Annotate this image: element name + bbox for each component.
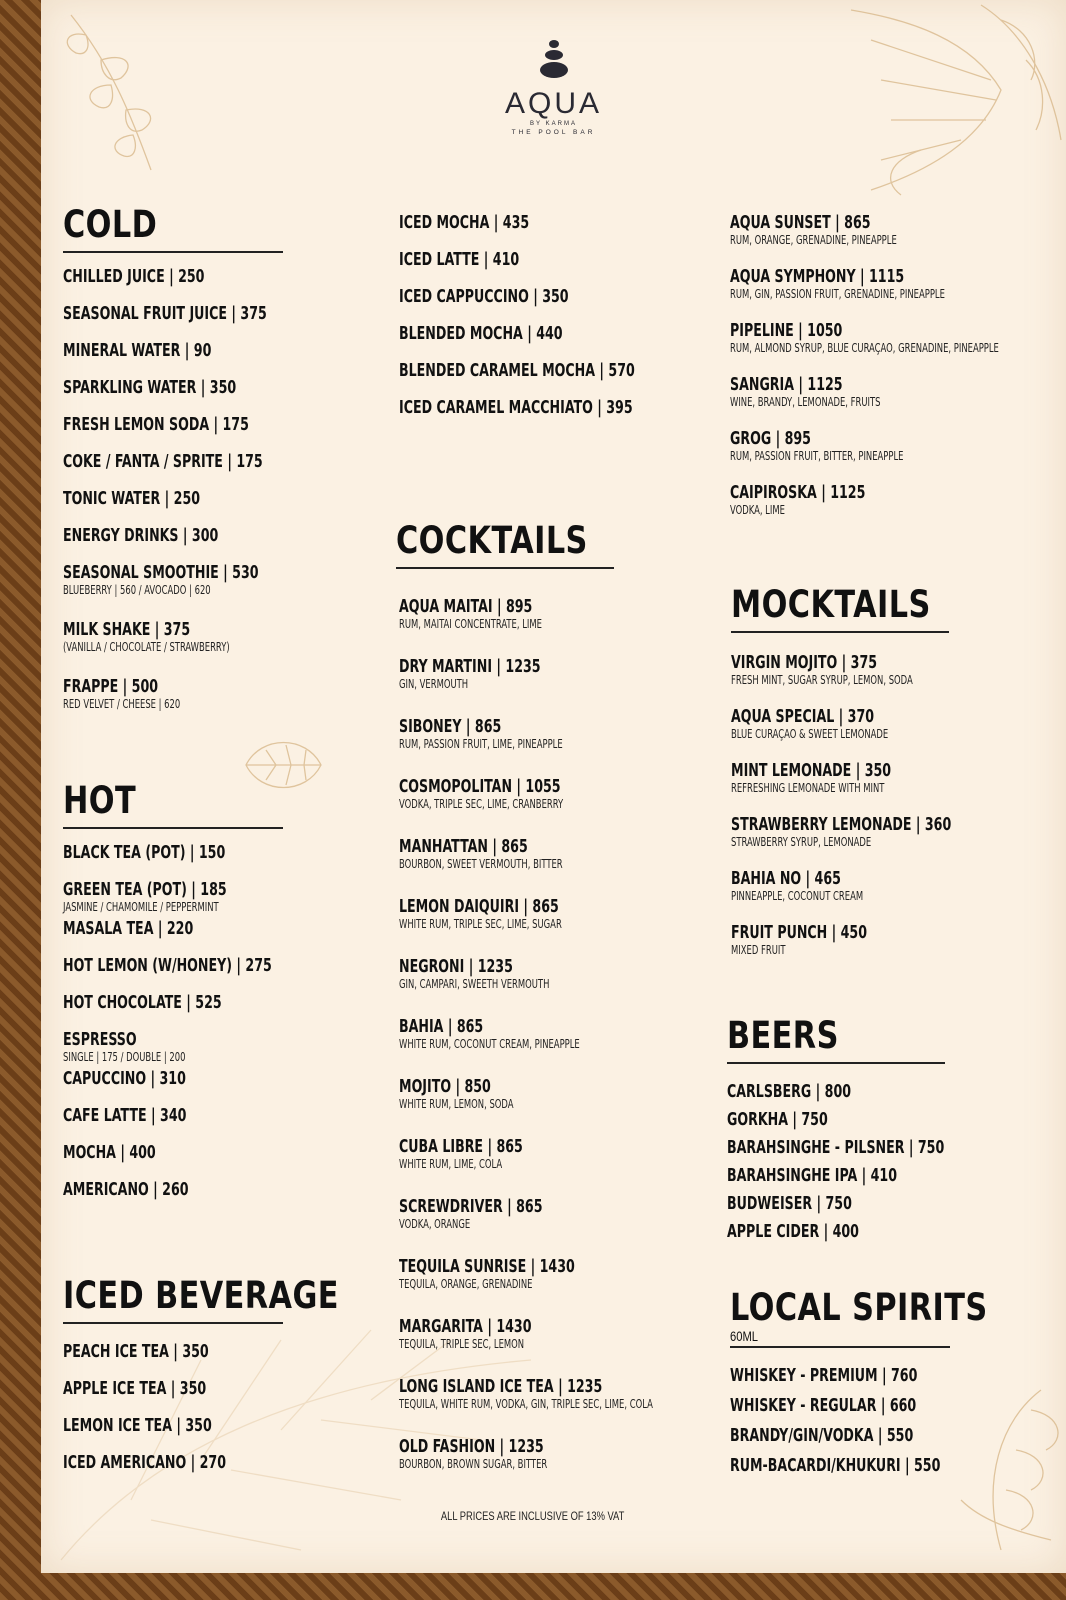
menu-item <box>730 375 1030 409</box>
menu-item-name: AQUA MAITAI | 895 <box>399 595 533 617</box>
menu-item-name: APPLE ICE TEA | 350 <box>63 1377 207 1399</box>
menu-item <box>399 1017 614 1051</box>
section-title: COCKTAILS <box>396 519 588 562</box>
menu-item <box>730 483 1030 517</box>
menu-item-description: TEQUILA, ORANGE, GRENADINE <box>399 1276 533 1291</box>
section-rule <box>730 1346 950 1348</box>
menu-item-name: BRANDY/GIN/VODKA | 550 <box>730 1424 914 1446</box>
menu-item-description: MIXED FRUIT <box>731 942 786 957</box>
menu-item <box>399 717 614 751</box>
menu-item-name: MARGARITA | 1430 <box>399 1315 532 1337</box>
menu-item <box>399 398 659 418</box>
menu-item <box>730 213 1030 247</box>
menu-item-description: PINNEAPPLE, COCONUT CREAM <box>731 888 864 903</box>
menu-item <box>727 1138 945 1158</box>
menu-item-description: RUM, PASSION FRUIT, LIME, PINEAPPLE <box>399 736 563 751</box>
menu-item-name: SEASONAL SMOOTHIE | 530 <box>63 561 259 583</box>
menu-item <box>63 620 283 654</box>
menu-item-description: RUM, ORANGE, GRENADINE, PINEAPPLE <box>730 233 897 247</box>
menu-item-description: SINGLE | 175 / DOUBLE | 200 <box>63 1049 186 1064</box>
menu-item <box>63 880 283 914</box>
brand-logo <box>41 38 1066 137</box>
menu-item-name: COSMOPOLITAN | 1055 <box>399 775 561 797</box>
menu-item-name: BAHIA | 865 <box>399 1015 484 1037</box>
brand-name: AQUA <box>504 87 603 120</box>
section-cocktails <box>396 519 653 1471</box>
menu-item-description: VODKA, ORANGE <box>399 1216 471 1231</box>
vat-note: ALL PRICES ARE INCLUSIVE OF 13% VAT <box>441 1509 625 1523</box>
menu-item <box>63 919 283 939</box>
menu-item <box>399 250 659 270</box>
menu-item-name: CHILLED JUICE | 250 <box>63 265 205 287</box>
menu-item-name: MASALA TEA | 220 <box>63 917 194 939</box>
menu-item <box>399 597 614 631</box>
section-rule <box>63 251 283 253</box>
menu-item-name: DRY MARTINI | 1235 <box>399 655 541 677</box>
menu-item-name: VIRGIN MOJITO | 375 <box>731 651 878 673</box>
section-iced-coffee <box>399 213 659 418</box>
menu-item-name: ICED CAPPUCCINO | 350 <box>399 286 569 307</box>
menu-item <box>399 1437 614 1471</box>
menu-item-name: BARAHSINGHE - PILSNER | 750 <box>727 1136 945 1158</box>
menu-paper <box>41 0 1066 1573</box>
menu-item-name: CAPUCCINO | 310 <box>63 1067 186 1089</box>
brand-subtitle: THE POOL BAR <box>511 129 596 136</box>
menu-item-name: MANHATTAN | 865 <box>399 835 528 857</box>
menu-item-name: SEASONAL FRUIT JUICE | 375 <box>63 302 267 324</box>
menu-item <box>63 452 283 472</box>
menu-item <box>63 378 283 398</box>
menu-item <box>399 1257 614 1291</box>
menu-item-name: LONG ISLAND ICE TEA | 1235 <box>399 1375 603 1397</box>
menu-item-name: AQUA SUNSET | 865 <box>730 212 871 233</box>
section-rule <box>731 631 949 633</box>
menu-item-name: LEMON ICE TEA | 350 <box>63 1414 212 1436</box>
menu-item-name: WHISKEY - REGULAR | 660 <box>730 1394 917 1416</box>
menu-item-description: GIN, CAMPARI, SWEETH VERMOUTH <box>399 976 550 991</box>
menu-item <box>63 1106 283 1126</box>
menu-item-name: BLENDED MOCHA | 440 <box>399 323 563 344</box>
menu-item <box>399 1197 614 1231</box>
menu-item <box>399 361 659 381</box>
section-iced-beverage <box>63 1274 339 1473</box>
menu-item <box>63 956 283 976</box>
menu-item-name: MINT LEMONADE | 350 <box>731 759 892 781</box>
menu-item <box>727 1222 945 1242</box>
section-rule <box>63 1322 283 1324</box>
section-rule <box>396 567 614 569</box>
menu-item-name: MINERAL WATER | 90 <box>63 339 212 361</box>
menu-item <box>399 897 614 931</box>
menu-item-name: ICED MOCHA | 435 <box>399 212 530 233</box>
menu-item-name: RUM-BACARDI/KHUKURI | 550 <box>730 1454 941 1476</box>
menu-item-name: FRAPPE | 500 <box>63 675 159 697</box>
menu-item-name: PIPELINE | 1050 <box>730 320 843 341</box>
section-local-spirits <box>730 1286 988 1476</box>
menu-item <box>727 1110 945 1130</box>
menu-item-description: BLUE CURAÇAO & SWEET LEMONADE <box>731 726 889 741</box>
menu-item-name: ICED CARAMEL MACCHIATO | 395 <box>399 397 633 418</box>
menu-item <box>63 267 283 287</box>
menu-item-name: AMERICANO | 260 <box>63 1178 189 1200</box>
menu-item <box>730 429 1030 463</box>
menu-item <box>63 489 283 509</box>
menu-item-description: WINE, BRANDY, LEMONADE, FRUITS <box>730 395 881 409</box>
menu-item-description: BOURBON, SWEET VERMOUTH, BITTER <box>399 856 563 871</box>
menu-item-name: APPLE CIDER | 400 <box>727 1220 859 1242</box>
menu-item <box>730 1456 950 1476</box>
menu-item-name: GORKHA | 750 <box>727 1108 828 1130</box>
menu-item-name: MOJITO | 850 <box>399 1075 491 1097</box>
menu-item <box>399 287 659 307</box>
menu-item-name: FRESH LEMON SODA | 175 <box>63 413 249 435</box>
menu-item <box>63 1342 283 1362</box>
menu-item <box>63 993 283 1013</box>
menu-item <box>63 1069 283 1089</box>
menu-item <box>730 267 1030 301</box>
menu-item-name: BAHIA NO | 465 <box>731 867 841 889</box>
menu-item-description: REFRESHING LEMONADE WITH MINT <box>731 780 885 795</box>
menu-item-description: TEQUILA, WHITE RUM, VODKA, GIN, TRIPLE SEC, LIME, COLA <box>399 1396 653 1411</box>
menu-item-name: BLACK TEA (POT) | 150 <box>63 841 226 863</box>
section-rule <box>727 1062 945 1064</box>
menu-item-name: AQUA SYMPHONY | 1115 <box>730 266 905 287</box>
menu-item <box>399 837 614 871</box>
section-rule <box>63 827 283 829</box>
menu-item <box>399 324 659 344</box>
menu-item <box>730 321 1030 355</box>
menu-item <box>399 1375 653 1411</box>
menu-item <box>63 1180 283 1200</box>
menu-item-name: CAIPIROSKA | 1125 <box>730 482 866 503</box>
menu-item-description: RUM, PASSION FRUIT, BITTER, PINEAPPLE <box>730 449 904 463</box>
menu-item-description: VODKA, LIME <box>730 503 785 517</box>
menu-item-name: ICED AMERICANO | 270 <box>63 1451 227 1473</box>
menu-item-name: TONIC WATER | 250 <box>63 487 201 509</box>
menu-item-name: CAFE LATTE | 340 <box>63 1104 187 1126</box>
menu-item <box>730 1426 950 1446</box>
menu-item <box>63 526 283 546</box>
stacked-stones-icon <box>537 38 571 86</box>
menu-item <box>399 1137 614 1171</box>
menu-item-name: HOT CHOCOLATE | 525 <box>63 991 222 1013</box>
section-signature-cocktails <box>730 213 1030 517</box>
menu-item-name: CARLSBERG | 800 <box>727 1080 852 1102</box>
menu-item-description: WHITE RUM, TRIPLE SEC, LIME, SUGAR <box>399 916 562 931</box>
section-title: HOT <box>63 779 137 822</box>
menu-item-name: ICED LATTE | 410 <box>399 249 520 270</box>
menu-item-name: BARAHSINGHE IPA | 410 <box>727 1164 898 1186</box>
menu-item-description: RUM, GIN, PASSION FRUIT, GRENADINE, PINEAPPLE <box>730 287 945 301</box>
menu-item-name: COKE / FANTA / SPRITE | 175 <box>63 450 263 472</box>
menu-item <box>63 415 283 435</box>
menu-item <box>731 761 949 795</box>
section-hot <box>63 781 283 1200</box>
menu-item-name: GROG | 895 <box>730 428 811 449</box>
menu-item-description: FRESH MINT, SUGAR SYRUP, LEMON, SODA <box>731 672 913 687</box>
section-title: BEERS <box>727 1014 839 1057</box>
menu-item-name: NEGRONI | 1235 <box>399 955 513 977</box>
menu-item <box>399 1077 614 1111</box>
menu-item <box>731 869 949 903</box>
menu-item <box>399 777 614 811</box>
menu-item <box>399 213 659 233</box>
menu-item <box>63 563 283 597</box>
menu-item-name: OLD FASHION | 1235 <box>399 1435 544 1457</box>
menu-item-description: RUM, MAITAI CONCENTRATE, LIME <box>399 616 542 631</box>
menu-item <box>730 1366 950 1386</box>
menu-item-name: MILK SHAKE | 375 <box>63 618 191 640</box>
menu-item <box>63 1143 283 1163</box>
menu-item <box>727 1166 945 1186</box>
menu-item-name: SPARKLING WATER | 350 <box>63 376 237 398</box>
section-title: COLD <box>63 203 158 246</box>
menu-item <box>731 813 952 849</box>
menu-item-name: WHISKEY - PREMIUM | 760 <box>730 1364 918 1386</box>
menu-item <box>727 1082 945 1102</box>
menu-item-name: ENERGY DRINKS | 300 <box>63 524 219 546</box>
section-note: 60ML <box>730 1328 759 1344</box>
brand-by: BY KARMA <box>530 121 577 127</box>
menu-item-name: STRAWBERRY LEMONADE | 360 <box>731 813 952 835</box>
menu-item-name: SANGRIA | 1125 <box>730 374 843 395</box>
menu-item <box>63 304 283 324</box>
menu-item-description: BOURBON, BROWN SUGAR, BITTER <box>399 1456 548 1471</box>
section-title: ICED BEVERAGE <box>63 1274 339 1317</box>
section-cold <box>63 205 283 711</box>
bottom-leaf-icon <box>941 1380 1066 1560</box>
section-title: MOCKTAILS <box>731 583 931 626</box>
menu-item <box>63 1453 283 1473</box>
section-mocktails <box>731 583 952 957</box>
menu-item-name: SCREWDRIVER | 865 <box>399 1195 543 1217</box>
menu-item-description: STRAWBERRY SYRUP, LEMONADE <box>731 834 872 849</box>
section-title: LOCAL SPIRITS <box>730 1286 988 1329</box>
menu-item-description: WHITE RUM, LEMON, SODA <box>399 1096 514 1111</box>
menu-item <box>731 653 949 687</box>
menu-item-name: FRUIT PUNCH | 450 <box>731 921 868 943</box>
menu-item-name: MOCHA | 400 <box>63 1141 156 1163</box>
menu-item-name: AQUA SPECIAL | 370 <box>731 705 875 727</box>
menu-item <box>727 1194 945 1214</box>
menu-item <box>399 957 614 991</box>
menu-item-description: (VANILLA / CHOCOLATE / STRAWBERRY) <box>63 639 230 654</box>
menu-item <box>731 707 949 741</box>
menu-item <box>63 1379 283 1399</box>
menu-item-description: TEQUILA, TRIPLE SEC, LEMON <box>399 1336 525 1351</box>
menu-item <box>63 677 283 711</box>
menu-item <box>731 923 949 957</box>
menu-item-name: SIBONEY | 865 <box>399 715 502 737</box>
menu-item-name: HOT LEMON (W/HONEY) | 275 <box>63 954 272 976</box>
menu-item-name: GREEN TEA (POT) | 185 <box>63 878 227 900</box>
menu-item-name: PEACH ICE TEA | 350 <box>63 1340 209 1362</box>
menu-item-description: GIN, VERMOUTH <box>399 676 469 691</box>
menu-item-description: RUM, ALMOND SYRUP, BLUE CURAÇAO, GRENADINE, PINEAPPLE <box>730 341 999 355</box>
menu-item-name: TEQUILA SUNRISE | 1430 <box>399 1255 575 1277</box>
menu-item <box>63 341 283 361</box>
menu-item-name: ESPRESSO <box>63 1028 137 1050</box>
menu-item-description: JASMINE / CHAMOMILE / PEPPERMINT <box>63 899 219 914</box>
menu-item <box>399 657 614 691</box>
menu-item <box>399 1317 614 1351</box>
menu-item-description: RED VELVET / CHEESE | 620 <box>63 696 181 711</box>
menu-item-name: CUBA LIBRE | 865 <box>399 1135 523 1157</box>
menu-item-name: LEMON DAIQUIRI | 865 <box>399 895 559 917</box>
menu-item-name: BLENDED CARAMEL MOCHA | 570 <box>399 360 635 381</box>
section-beers <box>727 1016 945 1242</box>
menu-item <box>63 843 283 863</box>
menu-item-description: VODKA, TRIPLE SEC, LIME, CRANBERRY <box>399 796 564 811</box>
menu-item <box>63 1030 283 1064</box>
menu-item-description: WHITE RUM, LIME, COLA <box>399 1156 503 1171</box>
menu-item <box>63 1416 283 1436</box>
menu-item-description: WHITE RUM, COCONUT CREAM, PINEAPPLE <box>399 1036 580 1051</box>
menu-item-name: BUDWEISER | 750 <box>727 1192 852 1214</box>
menu-item <box>730 1396 950 1416</box>
menu-item-description: BLUEBERRY | 560 / AVOCADO | 620 <box>63 582 211 597</box>
